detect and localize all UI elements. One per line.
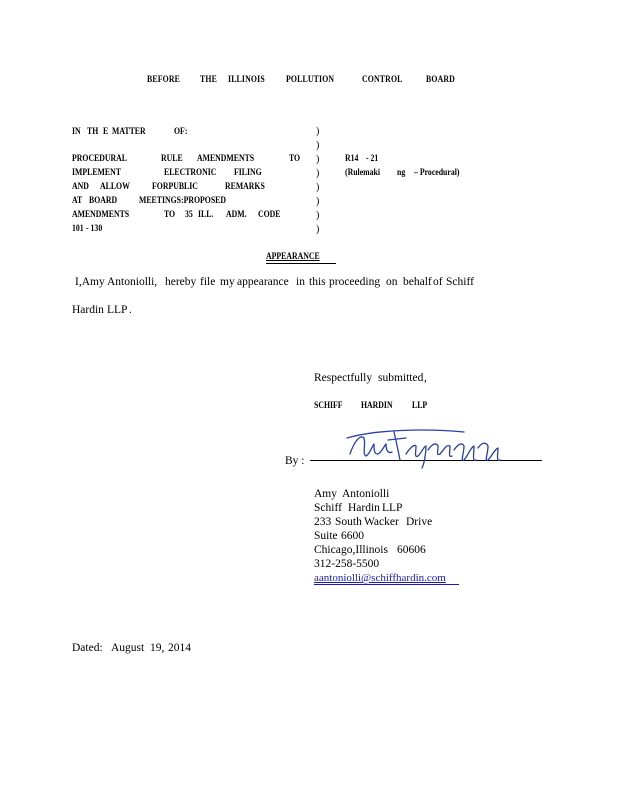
dated-value: 2014 xyxy=(168,642,191,654)
street-address: Drive xyxy=(406,516,433,528)
caption-word: RULE xyxy=(161,154,183,164)
body-word: Hardin xyxy=(72,304,104,316)
caption-paren: ) xyxy=(316,182,320,193)
body-word: my xyxy=(220,276,235,288)
signer-firm: LLP xyxy=(382,502,403,514)
rulemaking-label: ng xyxy=(397,168,406,178)
caption-word: - 130 xyxy=(86,224,103,234)
caption-paren: ) xyxy=(316,196,320,207)
caption-paren: ) xyxy=(316,224,320,235)
caption-word: FORPUBLIC xyxy=(152,182,198,192)
signer-firm: Hardin xyxy=(348,502,380,514)
rulemaking-label: – Procedural) xyxy=(414,168,460,178)
body-word: Schiff xyxy=(446,276,474,288)
caption-word: ILL. xyxy=(198,210,214,220)
body-word: . xyxy=(129,304,132,316)
closing-word: submitted xyxy=(378,372,424,384)
firm-name: SCHIFF xyxy=(314,401,343,411)
caption-word: 101 xyxy=(72,224,84,234)
caption-word: ELECTRONIC xyxy=(164,168,217,178)
caption-word: IMPLEMENT xyxy=(72,168,121,178)
caption-word: E xyxy=(103,127,109,137)
city-state-zip: go,Illinois xyxy=(341,544,388,556)
body-word: of xyxy=(433,276,443,288)
signer-name: Amy xyxy=(314,488,337,500)
caption-word: CODE xyxy=(258,210,281,220)
body-word: in xyxy=(296,276,305,288)
street-address: South xyxy=(335,516,362,528)
body-word: file xyxy=(200,276,216,288)
dated-label: Dated: xyxy=(72,642,103,654)
by-label: By : xyxy=(285,455,305,467)
email-underline xyxy=(314,584,459,585)
header-word: THE xyxy=(200,75,217,85)
suite: Suite xyxy=(314,530,338,542)
signer-firm: Schiff xyxy=(314,502,342,514)
caption-word: PROCEDURAL xyxy=(72,154,127,164)
caption-word: BOARD xyxy=(89,196,118,206)
caption-word: TO xyxy=(289,154,301,164)
caption-paren: ) xyxy=(316,140,320,151)
caption-word: MATTER xyxy=(112,127,146,137)
docket-number: R14 xyxy=(345,154,359,164)
closing-word: Respectfully xyxy=(314,372,373,384)
body-word: Antoniolli, xyxy=(107,276,158,288)
dated-value: August xyxy=(111,642,145,654)
caption-word: TO xyxy=(164,210,176,220)
street-address: 233 xyxy=(314,516,332,528)
signer-name: Antoniolli xyxy=(342,488,390,500)
appearance-underline xyxy=(266,263,336,264)
suite: 6600 xyxy=(341,530,364,542)
caption-word: AMENDMENTS xyxy=(72,210,130,220)
handwritten-signature xyxy=(344,424,514,470)
header-word: CONTROL xyxy=(362,75,403,85)
header-word: POLLUTION xyxy=(286,75,335,85)
header-word: ILLINOIS xyxy=(228,75,265,85)
caption-word: ADM. xyxy=(226,210,247,220)
caption-word: 35 xyxy=(185,210,193,220)
caption-word: TH xyxy=(87,127,99,137)
street-address: Wacker xyxy=(364,516,399,528)
caption-word: IN xyxy=(72,127,81,137)
caption-paren: ) xyxy=(316,126,320,137)
caption-word: AMENDMENTS xyxy=(197,154,255,164)
city-state-zip: 60606 xyxy=(397,544,426,556)
firm-name: LLP xyxy=(412,401,428,411)
body-word: appearance xyxy=(237,276,289,288)
header-word: BEFORE xyxy=(147,75,181,85)
closing-word: , xyxy=(424,372,427,384)
body-word: proceeding xyxy=(329,276,381,288)
caption-word: MEETINGS:PROPOSED xyxy=(139,196,227,206)
appearance-title: APPEARANCE xyxy=(266,252,320,262)
phone-number: 312-258-5500 xyxy=(314,558,380,570)
body-word: hereby xyxy=(165,276,197,288)
caption-word: ALLOW xyxy=(100,182,130,192)
caption-paren: ) xyxy=(316,154,320,165)
body-word: I,Amy xyxy=(75,276,105,288)
email-link[interactable]: aantoniolli@schiffhardin.com xyxy=(314,572,446,584)
caption-paren: ) xyxy=(316,168,320,179)
caption-word: AND xyxy=(72,182,89,192)
caption-paren: ) xyxy=(316,210,320,221)
docket-number-suffix: - 21 xyxy=(366,154,379,164)
body-word: on xyxy=(386,276,398,288)
caption-word: AT xyxy=(72,196,83,206)
rulemaking-label: (Rulemaki xyxy=(345,168,381,178)
city-state-zip: Chica xyxy=(314,544,341,556)
firm-name: HARDIN xyxy=(361,401,393,411)
caption-word: REMARKS xyxy=(225,182,265,192)
dated-value: 19, xyxy=(150,642,165,654)
caption-word: OF: xyxy=(174,127,188,137)
body-word: behalf xyxy=(403,276,432,288)
caption-word: FILING xyxy=(234,168,262,178)
body-word: LLP xyxy=(107,304,128,316)
header-word: BOARD xyxy=(426,75,455,85)
body-word: this xyxy=(309,276,326,288)
